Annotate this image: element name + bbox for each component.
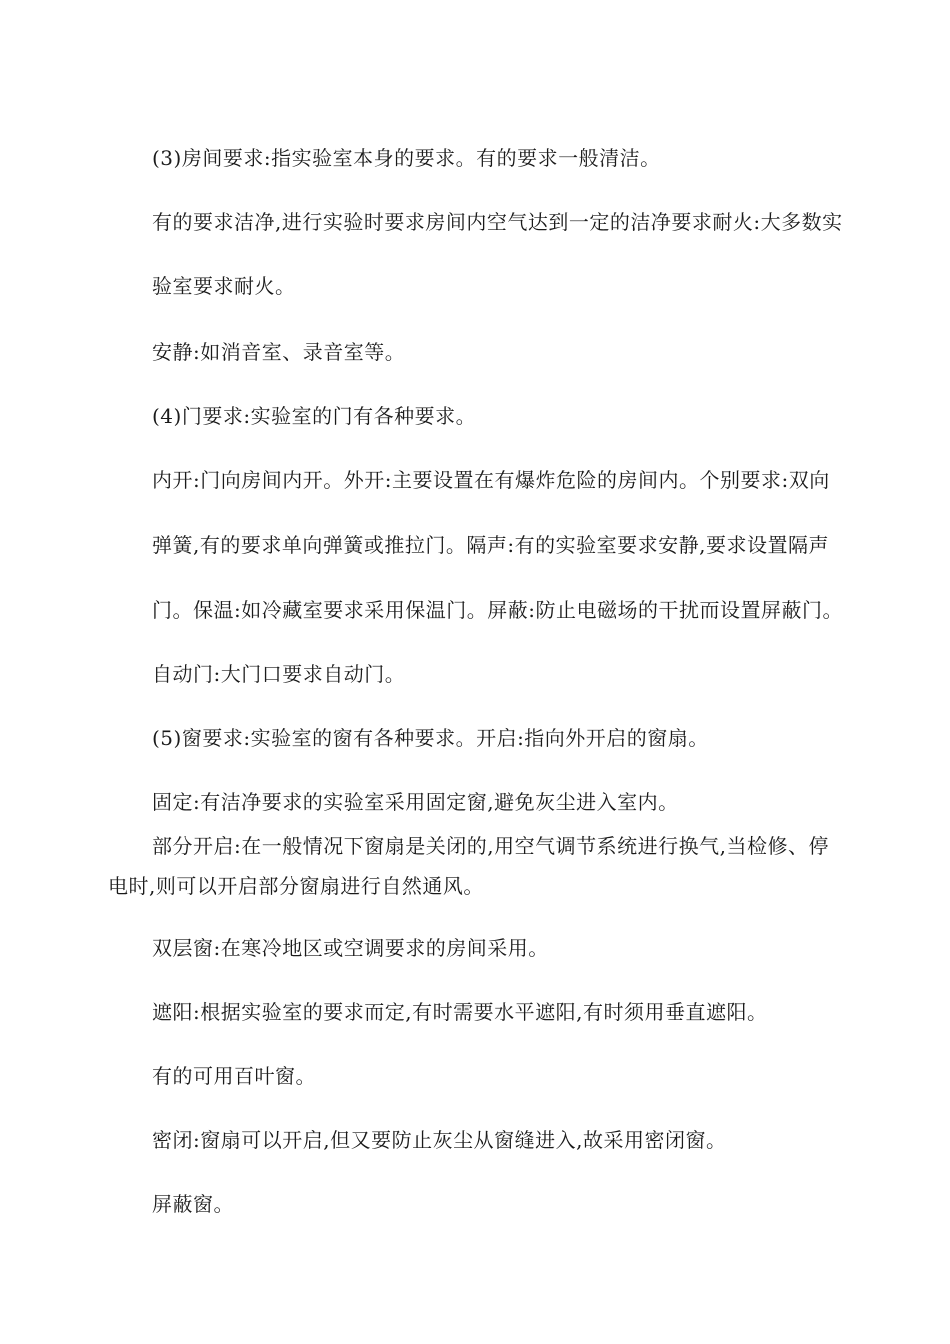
paragraph-automatic-door: 自动门:大门口要求自动门。 xyxy=(152,662,406,686)
paragraph-double-window: 双层窗:在寒冷地区或空调要求的房间采用。 xyxy=(152,936,549,960)
paragraph-line: 弹簧,有的要求单向弹簧或推拉门。隔声:有的实验室要求安静,要求设置隔声 xyxy=(152,533,829,557)
paragraph-sunshade: 遮阳:根据实验室的要求而定,有时需要水平遮阳,有时须用垂直遮阳。 xyxy=(152,1000,768,1024)
paragraph-fixed-window: 固定:有洁净要求的实验室采用固定窗,避免灰尘进入室内。 xyxy=(152,790,679,814)
paragraph-door-requirements: (4)门要求:实验室的门有各种要求。 xyxy=(152,404,477,428)
paragraph-line: 内开:门向房间内开。外开:主要设置在有爆炸危险的房间内。个别要求:双向 xyxy=(152,468,830,492)
paragraph-line: 门。保温:如冷藏室要求采用保温门。屏蔽:防止电磁场的干扰而设置屏蔽门。 xyxy=(152,598,843,622)
paragraph-line: 有的要求洁净,进行实验时要求房间内空气达到一定的洁净要求耐火:大多数实 xyxy=(152,210,843,234)
paragraph-sealed-window: 密闭:窗扇可以开启,但又要防止灰尘从窗缝进入,故采用密闭窗。 xyxy=(152,1128,727,1152)
paragraph-window-requirements: (5)窗要求:实验室的窗有各种要求。开启:指向外开启的窗扇。 xyxy=(152,726,709,750)
paragraph-line: 验室要求耐火。 xyxy=(152,274,296,298)
paragraph-room-requirements: (3)房间要求:指实验室本身的要求。有的要求一般清洁。 xyxy=(152,146,661,170)
paragraph-line: 有的可用百叶窗。 xyxy=(152,1064,316,1088)
paragraph-shielded-window: 屏蔽窗。 xyxy=(152,1192,234,1216)
paragraph-line: 电时,则可以开启部分窗扇进行自然通风。 xyxy=(108,874,484,898)
paragraph-quiet: 安静:如消音室、录音室等。 xyxy=(152,340,406,364)
paragraph-partial-opening: 部分开启:在一般情况下窗扇是关闭的,用空气调节系统进行换气,当检修、停 xyxy=(152,834,829,858)
